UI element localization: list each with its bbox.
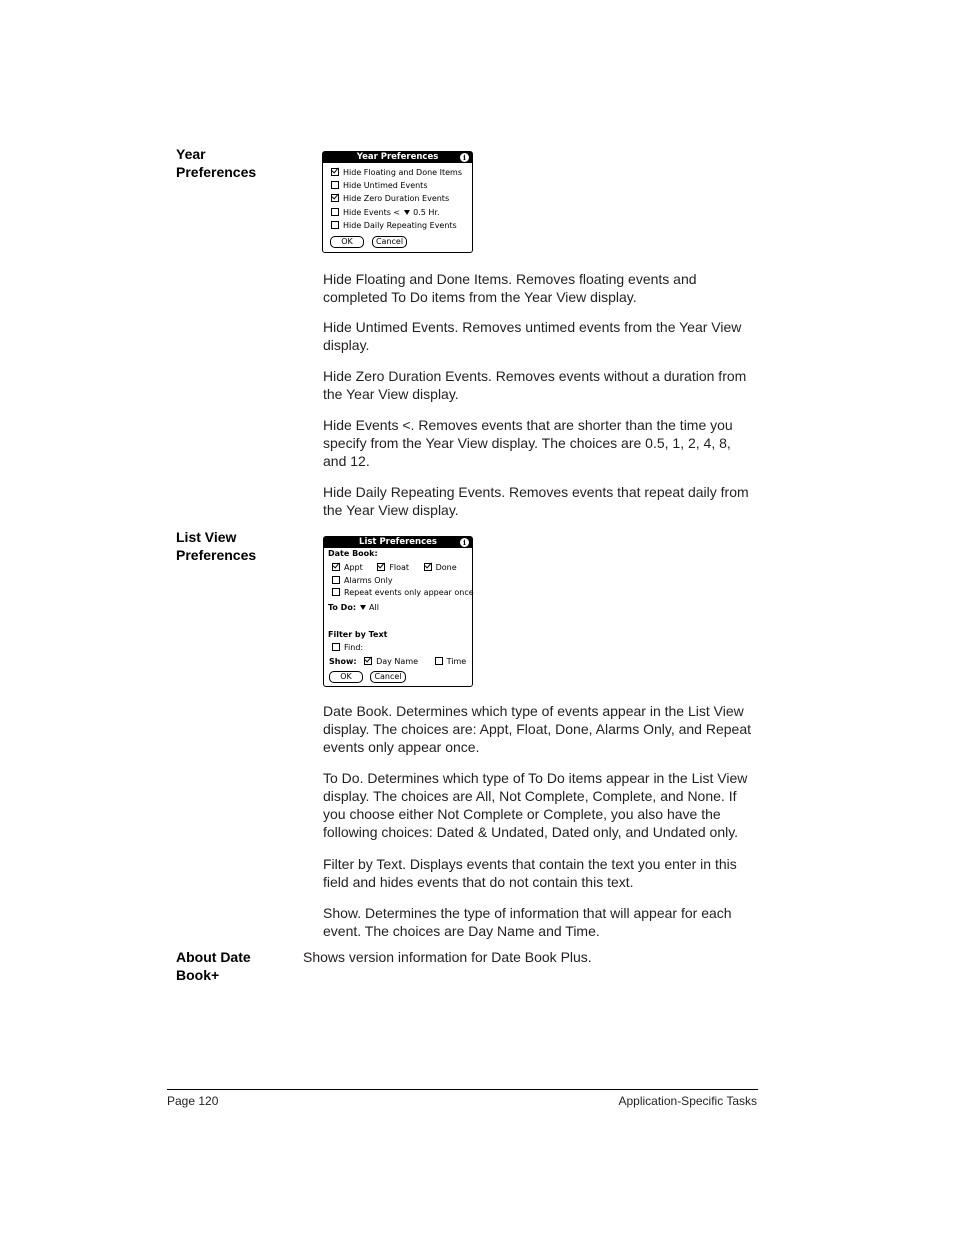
ok-button[interactable]: OK xyxy=(330,236,364,248)
ok-button[interactable]: OK xyxy=(329,671,363,683)
dialog-title: List Preferences xyxy=(359,537,437,547)
option-find[interactable] xyxy=(332,643,363,654)
option-label: Alarms Only xyxy=(344,576,393,585)
option-appt[interactable] xyxy=(332,563,363,572)
option-label: Repeat events only appear once xyxy=(344,588,474,597)
option-label: Hide Events < xyxy=(343,208,401,217)
option-day-name[interactable] xyxy=(364,657,418,666)
section-heading-year xyxy=(176,145,256,181)
paragraph: Hide Events <. Removes events that are shorter than the time you specify from the Year View display. The choices are 0.5, 1, 2, 4, 8, and 12. xyxy=(323,417,733,469)
option-done[interactable] xyxy=(424,563,457,572)
dialog-title: Year Preferences xyxy=(356,152,439,162)
option-label: Appt xyxy=(344,563,363,572)
year-preferences-dialog xyxy=(322,151,473,253)
info-icon[interactable]: i xyxy=(460,538,469,547)
cancel-button[interactable]: Cancel xyxy=(372,236,407,248)
paragraph: Hide Zero Duration Events. Removes events without a duration from the Year View display. xyxy=(323,368,747,402)
option-label: Find: xyxy=(344,643,364,652)
option-alarms-only[interactable] xyxy=(332,576,393,587)
option-label: Day Name xyxy=(376,657,419,666)
heading-line: Year xyxy=(176,146,206,162)
section-heading-about xyxy=(176,948,251,984)
option-hide-untimed[interactable] xyxy=(331,181,428,192)
option-label: Hide Zero Duration Events xyxy=(343,194,450,203)
option-label: Hide Daily Repeating Events xyxy=(343,221,457,230)
todo-dropdown[interactable]: All xyxy=(369,603,379,612)
footer-rule xyxy=(167,1089,758,1090)
date-book-label: Date Book: xyxy=(328,549,378,558)
option-hide-events-shorter[interactable] xyxy=(331,208,440,219)
checkbox-unchecked-icon[interactable] xyxy=(332,643,340,651)
chapter-title: Application-Specific Tasks xyxy=(618,1094,757,1108)
option-hide-floating[interactable] xyxy=(331,168,462,179)
option-time[interactable] xyxy=(435,657,467,666)
checkbox-checked-icon[interactable] xyxy=(331,168,339,176)
option-label: Done xyxy=(435,563,457,572)
list-preferences-dialog xyxy=(323,536,473,687)
heading-line: List View xyxy=(176,529,237,545)
option-label: Float xyxy=(389,563,410,572)
checkbox-unchecked-icon[interactable] xyxy=(331,181,339,189)
paragraph: Hide Untimed Events. Removes untimed events from the Year View display. xyxy=(323,319,742,353)
cancel-button[interactable]: Cancel xyxy=(370,671,406,683)
checkbox-checked-icon[interactable] xyxy=(332,563,340,571)
checkbox-checked-icon[interactable] xyxy=(364,657,372,665)
option-float[interactable] xyxy=(377,563,409,572)
dialog-title-bar xyxy=(323,152,472,163)
info-icon[interactable]: i xyxy=(460,153,469,162)
page-number: Page 120 xyxy=(167,1094,219,1108)
checkbox-unchecked-icon[interactable] xyxy=(332,588,340,596)
dropdown-triangle-icon[interactable] xyxy=(404,210,410,215)
show-label: Show: xyxy=(329,657,357,666)
paragraph: Hide Floating and Done Items. Removes floating events and completed To Do items from the Year View display. xyxy=(323,271,697,305)
checkbox-unchecked-icon[interactable] xyxy=(331,208,339,216)
paragraph: To Do. Determines which type of To Do items appear in the List View display. The choices are All, Not Complete, Complete, and None. If you choose either Not Complete or Complete, you also have the following choices: Dated & Undated, Dated only, and Undated only. xyxy=(323,770,748,840)
option-label: Hide Untimed Events xyxy=(343,181,428,190)
todo-label: To Do: xyxy=(328,603,357,612)
checkbox-checked-icon[interactable] xyxy=(331,194,339,202)
section-heading-list-view xyxy=(176,528,256,564)
filter-by-text-label: Filter by Text xyxy=(328,630,388,639)
paragraph: Filter by Text. Displays events that contain the text you enter in this field and hides events that do not contain this text. xyxy=(323,856,737,890)
heading-line: About Date xyxy=(176,949,251,965)
option-repeat-once[interactable] xyxy=(332,588,474,599)
checkbox-unchecked-icon[interactable] xyxy=(331,221,339,229)
checkbox-checked-icon[interactable] xyxy=(424,563,432,571)
option-hide-daily-repeating[interactable] xyxy=(331,221,457,232)
hours-dropdown[interactable]: 0.5 Hr. xyxy=(413,208,440,217)
checkbox-unchecked-icon[interactable] xyxy=(332,576,340,584)
paragraph: Date Book. Determines which type of events appear in the List View display. The choices are: Appt, Float, Done, Alarms Only, and Repeat events only appear once. xyxy=(323,703,752,755)
dialog-title-bar xyxy=(324,537,472,548)
checkbox-checked-icon[interactable] xyxy=(377,563,385,571)
paragraph: Show. Determines the type of information that will appear for each event. The choices are Day Name and Time. xyxy=(323,905,732,939)
show-row xyxy=(329,657,466,668)
heading-line: Preferences xyxy=(176,547,257,563)
checkbox-unchecked-icon[interactable] xyxy=(435,657,443,665)
paragraph: Hide Daily Repeating Events. Removes events that repeat daily from the Year View display. xyxy=(323,484,749,518)
dropdown-triangle-icon[interactable] xyxy=(360,605,366,610)
option-hide-zero-duration[interactable] xyxy=(331,194,449,205)
heading-line: Book+ xyxy=(176,967,220,983)
option-label: Hide Floating and Done Items xyxy=(343,168,463,177)
todo-row xyxy=(328,603,379,614)
date-book-options-row xyxy=(332,563,457,574)
paragraph: Shows version information for Date Book Plus. xyxy=(303,949,592,965)
heading-line: Preferences xyxy=(176,164,257,180)
option-label: Time xyxy=(446,657,467,666)
